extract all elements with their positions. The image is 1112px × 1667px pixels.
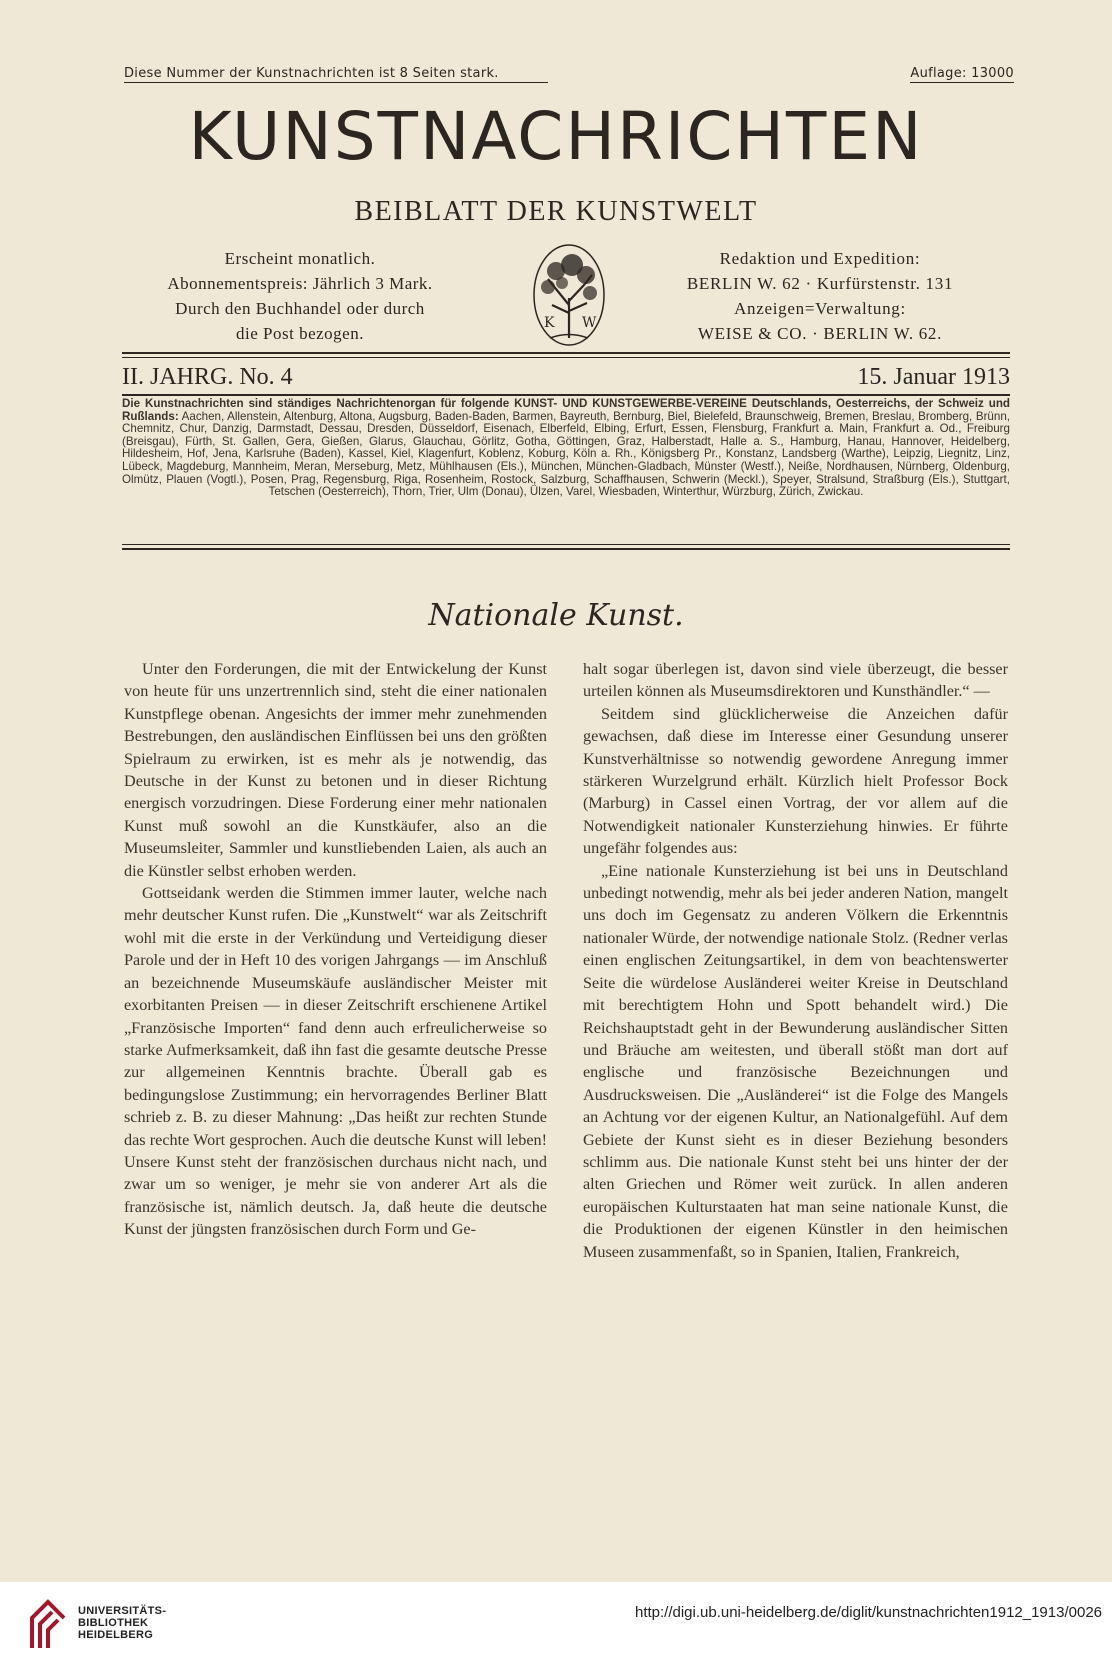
logo-letter-w: W	[582, 315, 597, 331]
article-column-left	[124, 658, 547, 1241]
permalink-url[interactable]: http://digi.ub.uni-heidelberg.de/diglit/kunstnachrichten1912_1913/0026	[634, 1604, 1102, 1621]
editorial-info	[630, 246, 1010, 346]
issue-date: 15. Januar 1913	[857, 364, 1010, 390]
info-left-line: die Post bezogen.	[236, 324, 364, 343]
info-right-line: Redaktion und Expedition:	[719, 249, 921, 268]
logo-letter-k: K	[544, 315, 555, 331]
info-right-line: WEISE & CO. · BERLIN W. 62.	[697, 324, 943, 343]
divider	[122, 394, 1010, 396]
subscription-info	[120, 246, 480, 346]
info-left-line: Erscheint monatlich.	[224, 249, 376, 268]
university-library-logo-icon	[28, 1596, 68, 1652]
article-title: Nationale Kunst.	[428, 598, 684, 633]
volume-number: II. JAHRG. No. 4	[122, 364, 293, 390]
tree-logo-icon	[532, 243, 606, 347]
divider	[122, 544, 1010, 545]
notice-cities: Aachen, Allenstein, Altenburg, Altona, Augsburg, Baden-Baden, Barmen, Bayreuth, Bernburg, Biel, Bielefeld, Braunschweig, Bremen, Breslau, Bromberg, Brünn, Chemnitz, Chur, Danzig, Darmstadt, Dessau, Dresden, Düsseldorf, Eisenach, Elberfeld, Elbing, Erfurt, Essen, Flensburg, Frankfurt a. Main, Frankfurt a. Od., Freiburg (Breisgau), Fürth, St. Gallen, Gera, Gießen, Glarus, Glauchau, Görlitz, Gotha, Göttingen, Graz, Halberstadt, Halle a. S., Hamburg, Hanau, Hannover, Heidelberg, Hildesheim, Hof, Jena, Karlsruhe (Baden), Kassel, Kiel, Klagenfurt, Koblenz, Koburg, Köln a. Rh., Königsberg Pr., Konstanz, Landsberg (Warthe), Leipzig, Liegnitz, Linz, Lübeck, Magdeburg, Mannheim, Meran, Merseburg, Metz, Mühlhausen (Els.), München, München-Gladbach, Münster (Westf.), Neiße, Nordhausen, Nürnberg, Oldenburg, Olmütz, Plauen (Vogtl.), Posen, Prag, Regensburg, Riga, Rosenheim, Rostock, Salzburg, Schaffhausen, Schwerin (Meckl.), Speyer, Stralsund, Straßburg (Els.), Stuttgart, Tetschen (Oesterreich), Thorn, Trier, Ulm (Donau), Ülzen, Varel, Wiesbaden, Winterthur, Würzburg, Zürich, Zwickau.	[122, 409, 1010, 499]
info-left-line: Abonnementspreis: Jährlich 3 Mark.	[167, 274, 433, 293]
masthead-title: KUNSTNACHRICHTEN	[188, 98, 924, 175]
page-count-notice: Diese Nummer der Kunstnachrichten ist 8 Seiten stark.	[124, 66, 548, 83]
digitization-footer	[0, 1582, 1112, 1667]
info-right-line: Anzeigen=Verwaltung:	[734, 299, 906, 318]
library-name-line: HEIDELBERG	[78, 1629, 154, 1641]
notice-lead: Die Kunstnachrichten sind ständiges Nachrichtenorgan für folgende KUNST- UND KUNSTGEWERBE-VEREINE Deutschlands, Oesterreichs, der Schweiz und Rußlands:	[122, 397, 1010, 423]
library-name	[78, 1605, 166, 1641]
info-left-line: Durch den Buchhandel oder durch	[175, 299, 425, 318]
article-column-right	[583, 658, 1008, 1263]
divider	[122, 352, 1010, 354]
paragraph: Seitdem sind glücklicherweise die Anzeichen dafür gewachsen, daß diese im Interesse einer Gesundung unserer Kunstverhältnisse so notwendig gewordene Anregung immer stärkeren Wurzelgrund erhält. Kürzlich hielt Professor Bock (Marburg) in Cassel einen Vortrag, der vor allem auf die Notwendigkeit nationaler Kunsterziehung hinwies. Er führte ungefähr folgendes aus:	[583, 704, 1008, 858]
association-notice	[122, 398, 1010, 499]
paragraph: halt sogar überlegen ist, davon sind viele überzeugt, die besser urteilen können als Museumsdirektoren und Kunsthändler.“ —	[583, 660, 1008, 701]
paragraph: Unter den Forderungen, die mit der Entwickelung der Kunst von heute für uns unzertrennlich sind, steht die einer nationalen Kunstpflege obenan. Angesichts der immer mehr zunehmenden Bestrebungen, den ausländischen Einflüssen bei uns den größten Spielraum zu erwirken, ist es mehr als je notwendig, das Deutsche in der Kunst zu betonen und in dieser Richtung energisch vorzudringen. Diese Forderung einer mehr nationalen Kunst muß sowohl an die Kunstkäufer, also an die Museumsleiter, Sammler und kunstliebenden Laien, als auch an die Künstler selbst erhoben werden.	[124, 660, 547, 880]
paragraph: Gottseidank werden die Stimmen immer lauter, welche nach mehr deutscher Kunst rufen. Die „Kunstwelt“ war als Zeitschrift wohl mit die erste in der Verkündung und Verteidigung dieser Parole und der in Heft 10 des vorigen Jahrgangs — im Anschluß an bezeichnende Museumskäufe ausländischer Meister mit exorbitanten Preisen — in dieser Zeitschrift erschienene Artikel „Französische Importen“ fand denn auch erfreulicherweise so starke Aufmerksamkeit, daß ihn fast die gesamte deutsche Presse zur allgemeinen Kenntnis brachte. Überall gab es bedingungslose Zustimmung; ein hervorragendes Berliner Blatt schrieb z. B. zu dieser Mahnung: „Das heißt zur rechten Stunde das rechte Wort gesprochen. Auch die deutsche Kunst will leben! Unsere Kunst steht der französischen durchaus nicht nach, und zwar um so weniger, je mehr sie von anderer Art als die französische ist, nämlich deutsch. Ja, daß heute die deutsche Kunst der jüngsten französischen durch Form und Ge-	[124, 884, 547, 1239]
library-name-line: BIBLIOTHEK	[78, 1617, 149, 1629]
paragraph: „Eine nationale Kunsterziehung ist bei uns in Deutschland unbedingt notwendig, mehr als bei jeder anderen Nation, mangelt uns doch im Gegensatz zu anderen Völkern die Erkenntnis nationaler Würde, der notwendige nationale Stolz. (Redner verlas einen englischen Zeitungsartikel, in dem von beachtenswerter Seite die würdelose Ausländerei weiter Kreise in Deutschland mit berechtigtem Hohn und Spott behandelt wird.) Die Reichshauptstadt geht in der Bewunderung ausländischer Sitten und Bräuche am weitesten, und überall stößt man dort auf englische und französische Bezeichnungen und Ausdrucksweisen. Die „Ausländerei“ ist die Folge des Mangels an Achtung vor der eigenen Kultur, an Nationalgefühl. Auf dem Gebiete der Kunst sieht es in dieser Beziehung besonders schlimm aus. Die nationale Kunst steht bei uns hinter der der alten Griechen und Römer weit zurück. In allen anderen europäischen Kulturstaaten hat man seine nationale Kunst, die die Produktionen der eigenen Künstler in den heimischen Museen zusammenfaßt, so in Spanien, Italien, Frankreich,	[583, 861, 1008, 1261]
divider	[122, 548, 1010, 550]
circulation-notice: Auflage: 13000	[910, 66, 1014, 81]
info-right-line: BERLIN W. 62 · Kurfürstenstr. 131	[686, 274, 954, 293]
divider	[122, 357, 1010, 358]
library-name-line: UNIVERSITÄTS-	[78, 1605, 167, 1617]
masthead-subtitle: BEIBLATT DER KUNSTWELT	[354, 196, 758, 227]
